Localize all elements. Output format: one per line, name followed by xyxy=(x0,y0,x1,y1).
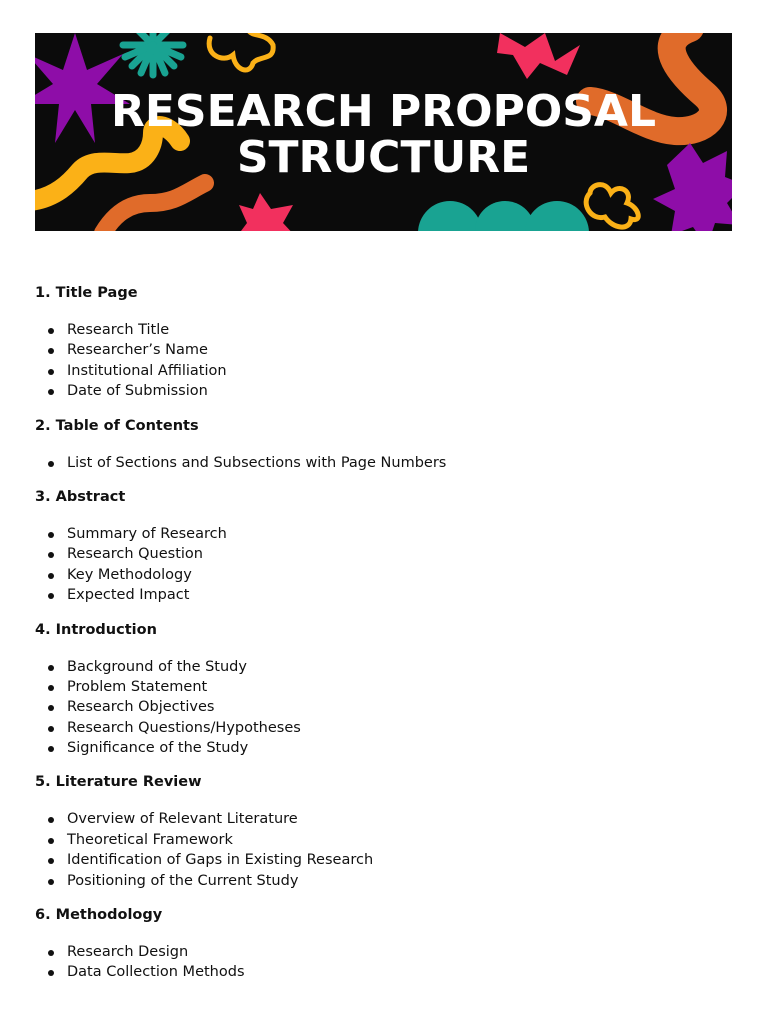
bullet-icon xyxy=(48,552,54,558)
bullet-icon xyxy=(48,879,54,885)
list-item-text: Research Objectives xyxy=(67,699,215,716)
bullet-icon xyxy=(48,348,54,354)
list-item xyxy=(35,718,735,738)
list-item-text: Background of the Study xyxy=(67,658,247,675)
orange-squiggle-shape xyxy=(103,183,205,231)
bullet-icon xyxy=(48,950,54,956)
teal-burst-shape xyxy=(123,33,183,75)
section-title-page xyxy=(35,283,735,402)
section-abstract xyxy=(35,487,735,606)
list-item-text: Researcher’s Name xyxy=(67,342,208,359)
section-heading: 4. Introduction xyxy=(35,621,157,638)
list-item-text: Research Questions/Hypotheses xyxy=(67,719,301,736)
list-item-text: Institutional Affiliation xyxy=(67,362,227,379)
bullet-list xyxy=(35,942,735,983)
list-item-text: Expected Impact xyxy=(67,587,190,604)
bullet-list xyxy=(35,320,735,402)
bullet-icon xyxy=(48,532,54,538)
section-heading: 3. Abstract xyxy=(35,488,126,505)
bullet-list xyxy=(35,453,735,473)
list-item xyxy=(35,677,735,697)
section-heading: 2. Table of Contents xyxy=(35,417,199,434)
list-item xyxy=(35,381,735,401)
banner-title-line-1: RESEARCH PROPOSAL xyxy=(110,86,656,137)
list-item-text: List of Sections and Subsections with Page Numbers xyxy=(67,454,447,471)
list-item xyxy=(35,340,735,360)
teal-cloud-shape xyxy=(418,201,590,231)
section-heading: 6. Methodology xyxy=(35,907,163,924)
list-item xyxy=(35,850,735,870)
list-item xyxy=(35,809,735,829)
list-item-text: Data Collection Methods xyxy=(67,964,245,981)
section-literature-review xyxy=(35,772,735,891)
list-item-text: Research Title xyxy=(67,322,170,338)
list-item-text: Significance of the Study xyxy=(67,740,249,757)
list-item xyxy=(35,544,735,564)
bullet-icon xyxy=(48,389,54,395)
section-table-of-contents xyxy=(35,416,735,473)
list-item xyxy=(35,738,735,758)
bullet-icon xyxy=(48,461,54,467)
bullet-icon xyxy=(48,705,54,711)
bullet-icon xyxy=(48,858,54,864)
bullet-icon xyxy=(48,838,54,844)
list-item-text: Summary of Research xyxy=(67,525,227,542)
list-item xyxy=(35,657,735,677)
bullet-icon xyxy=(48,665,54,671)
list-item xyxy=(35,453,735,473)
list-item-text: Theoretical Framework xyxy=(67,831,233,848)
list-item xyxy=(35,697,735,717)
list-item-text: Research Design xyxy=(67,944,189,961)
bullet-icon xyxy=(48,726,54,732)
header-banner xyxy=(35,33,732,231)
pink-star-top-shape xyxy=(497,33,580,79)
list-item xyxy=(35,962,735,982)
bullet-icon xyxy=(48,369,54,375)
banner-title-line-2: STRUCTURE xyxy=(236,132,531,183)
list-item-text: Positioning of the Current Study xyxy=(67,872,299,889)
list-item-text: Date of Submission xyxy=(67,383,208,400)
list-item xyxy=(35,361,735,381)
list-item-text: Research Question xyxy=(67,546,203,563)
bullet-list xyxy=(35,524,735,606)
banner-title xyxy=(35,86,732,183)
bullet-icon xyxy=(48,685,54,691)
document-body xyxy=(35,283,735,997)
list-item xyxy=(35,320,735,340)
list-item xyxy=(35,942,735,962)
list-item xyxy=(35,830,735,850)
section-methodology xyxy=(35,905,735,983)
list-item-text: Identification of Gaps in Existing Research xyxy=(67,852,374,869)
list-item xyxy=(35,524,735,544)
section-heading: 5. Literature Review xyxy=(35,774,202,791)
bullet-icon xyxy=(48,328,54,334)
list-item-text: Problem Statement xyxy=(67,678,208,695)
bullet-icon xyxy=(48,817,54,823)
list-item xyxy=(35,565,735,585)
bullet-list xyxy=(35,809,735,891)
bullet-list xyxy=(35,657,735,759)
section-heading: 1. Title Page xyxy=(35,285,138,301)
section-introduction xyxy=(35,620,735,759)
pink-star-bottom-shape xyxy=(235,193,297,231)
list-item-text: Overview of Relevant Literature xyxy=(67,811,298,828)
bullet-icon xyxy=(48,573,54,579)
bullet-icon xyxy=(48,746,54,752)
bullet-icon xyxy=(48,593,54,599)
yellow-blob-outline-bottom-shape xyxy=(586,185,638,227)
list-item xyxy=(35,871,735,891)
bullet-icon xyxy=(48,970,54,976)
list-item xyxy=(35,585,735,605)
list-item-text: Key Methodology xyxy=(67,566,192,583)
yellow-blob-outline-shape xyxy=(209,33,273,70)
